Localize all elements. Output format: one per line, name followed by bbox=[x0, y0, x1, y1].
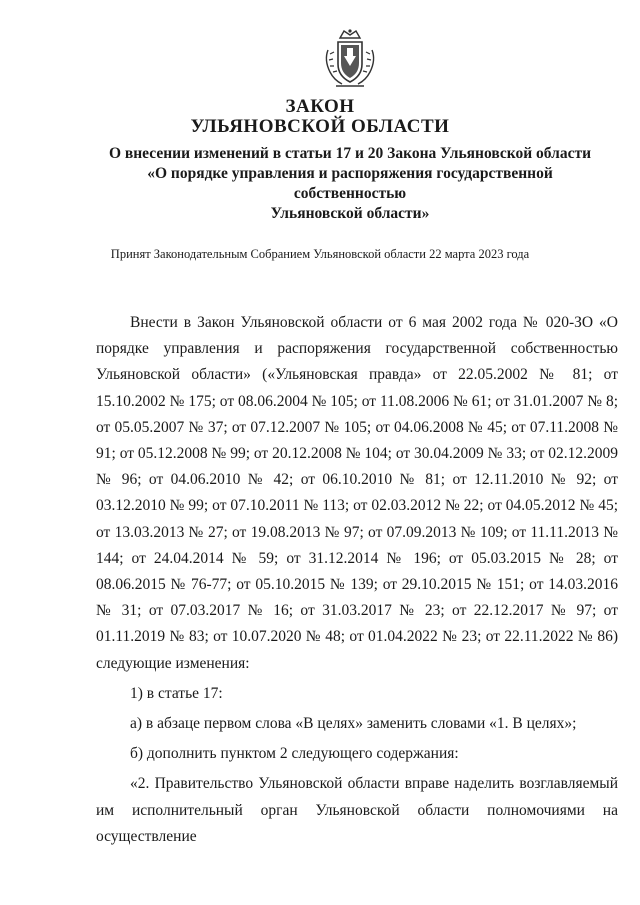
list-item: б) дополнить пунктом 2 следующего содержания: bbox=[130, 745, 459, 763]
list-item: а) в абзаце первом слова «В целях» заменить словами «1. В целях»; bbox=[130, 715, 577, 733]
subtitle-line: «О порядке управления и распоряжения государственной собственностью bbox=[147, 165, 553, 202]
coat-of-arms-icon bbox=[318, 28, 382, 92]
adoption-note: Принят Законодательным Собранием Ульяновской области 22 марта 2023 года bbox=[110, 247, 530, 261]
law-subtitle bbox=[90, 144, 610, 224]
subtitle-line: О внесении изменений в статьи 17 и 20 Закона Ульяновской области bbox=[108, 145, 592, 162]
list-item: 1) в статье 17: bbox=[130, 684, 223, 702]
intro-paragraph: Внести в Закон Ульяновской области от 6 мая 2002 года № 020-ЗО «О порядке управления и распоряжения государственной собственностью Ульяновской области» («Ульяновская правда» от 22.05.2002 № 81; от 15.10.2002 № 175; от 08.06.2004 № 105; от 11.08.2006 № 61; от 31.01.2007 № 8; от 05.05.2007 № 37; от 07.12.2007 № 105; от 04.06.2008 № 45; от 07.11.2008 № 91; от 05.12.2008 № 99; от 20.12.2008 № 104; от 30.04.2009 № 33; от 02.12.2009 № 96; от 04.06.2010 № 42; от 06.10.2010 № 81; от 12.11.2010 № 92; от 03.12.2010 № 99; от 07.10.2011 № 113; от 02.03.2012 № 22; от 04.05.2012 № 45; от 13.03.2013 № 27; от 19.08.2013 № 97; от 07.09.2013 № 109; от 11.11.2013 № 144; от 24.04.2014 № 59; от 31.12.2014 № 196; от 05.03.2015 № 28; от 08.06.2015 № 76-77; от 05.10.2015 № 139; от 29.10.2015 № 151; от 14.03.2016 № 31; от 07.03.2017 № 16; от 31.03.2017 № 23; от 22.12.2017 № 97; от 01.11.2019 № 83; от 10.07.2020 № 48; от 01.04.2022 № 23; от 22.11.2022 № 86) следующие изменения: bbox=[96, 314, 618, 672]
region-title: УЛЬЯНОВСКОЙ ОБЛАСТИ bbox=[190, 116, 450, 137]
subtitle-line: Ульяновской области» bbox=[270, 205, 430, 222]
quote-paragraph: «2. Правительство Ульяновской области вправе наделить возглавляемый им исполнительный орган Ульяновской области полномочиями на осуществление bbox=[96, 775, 618, 845]
law-body bbox=[96, 310, 618, 850]
law-title: ЗАКОН bbox=[285, 96, 355, 117]
